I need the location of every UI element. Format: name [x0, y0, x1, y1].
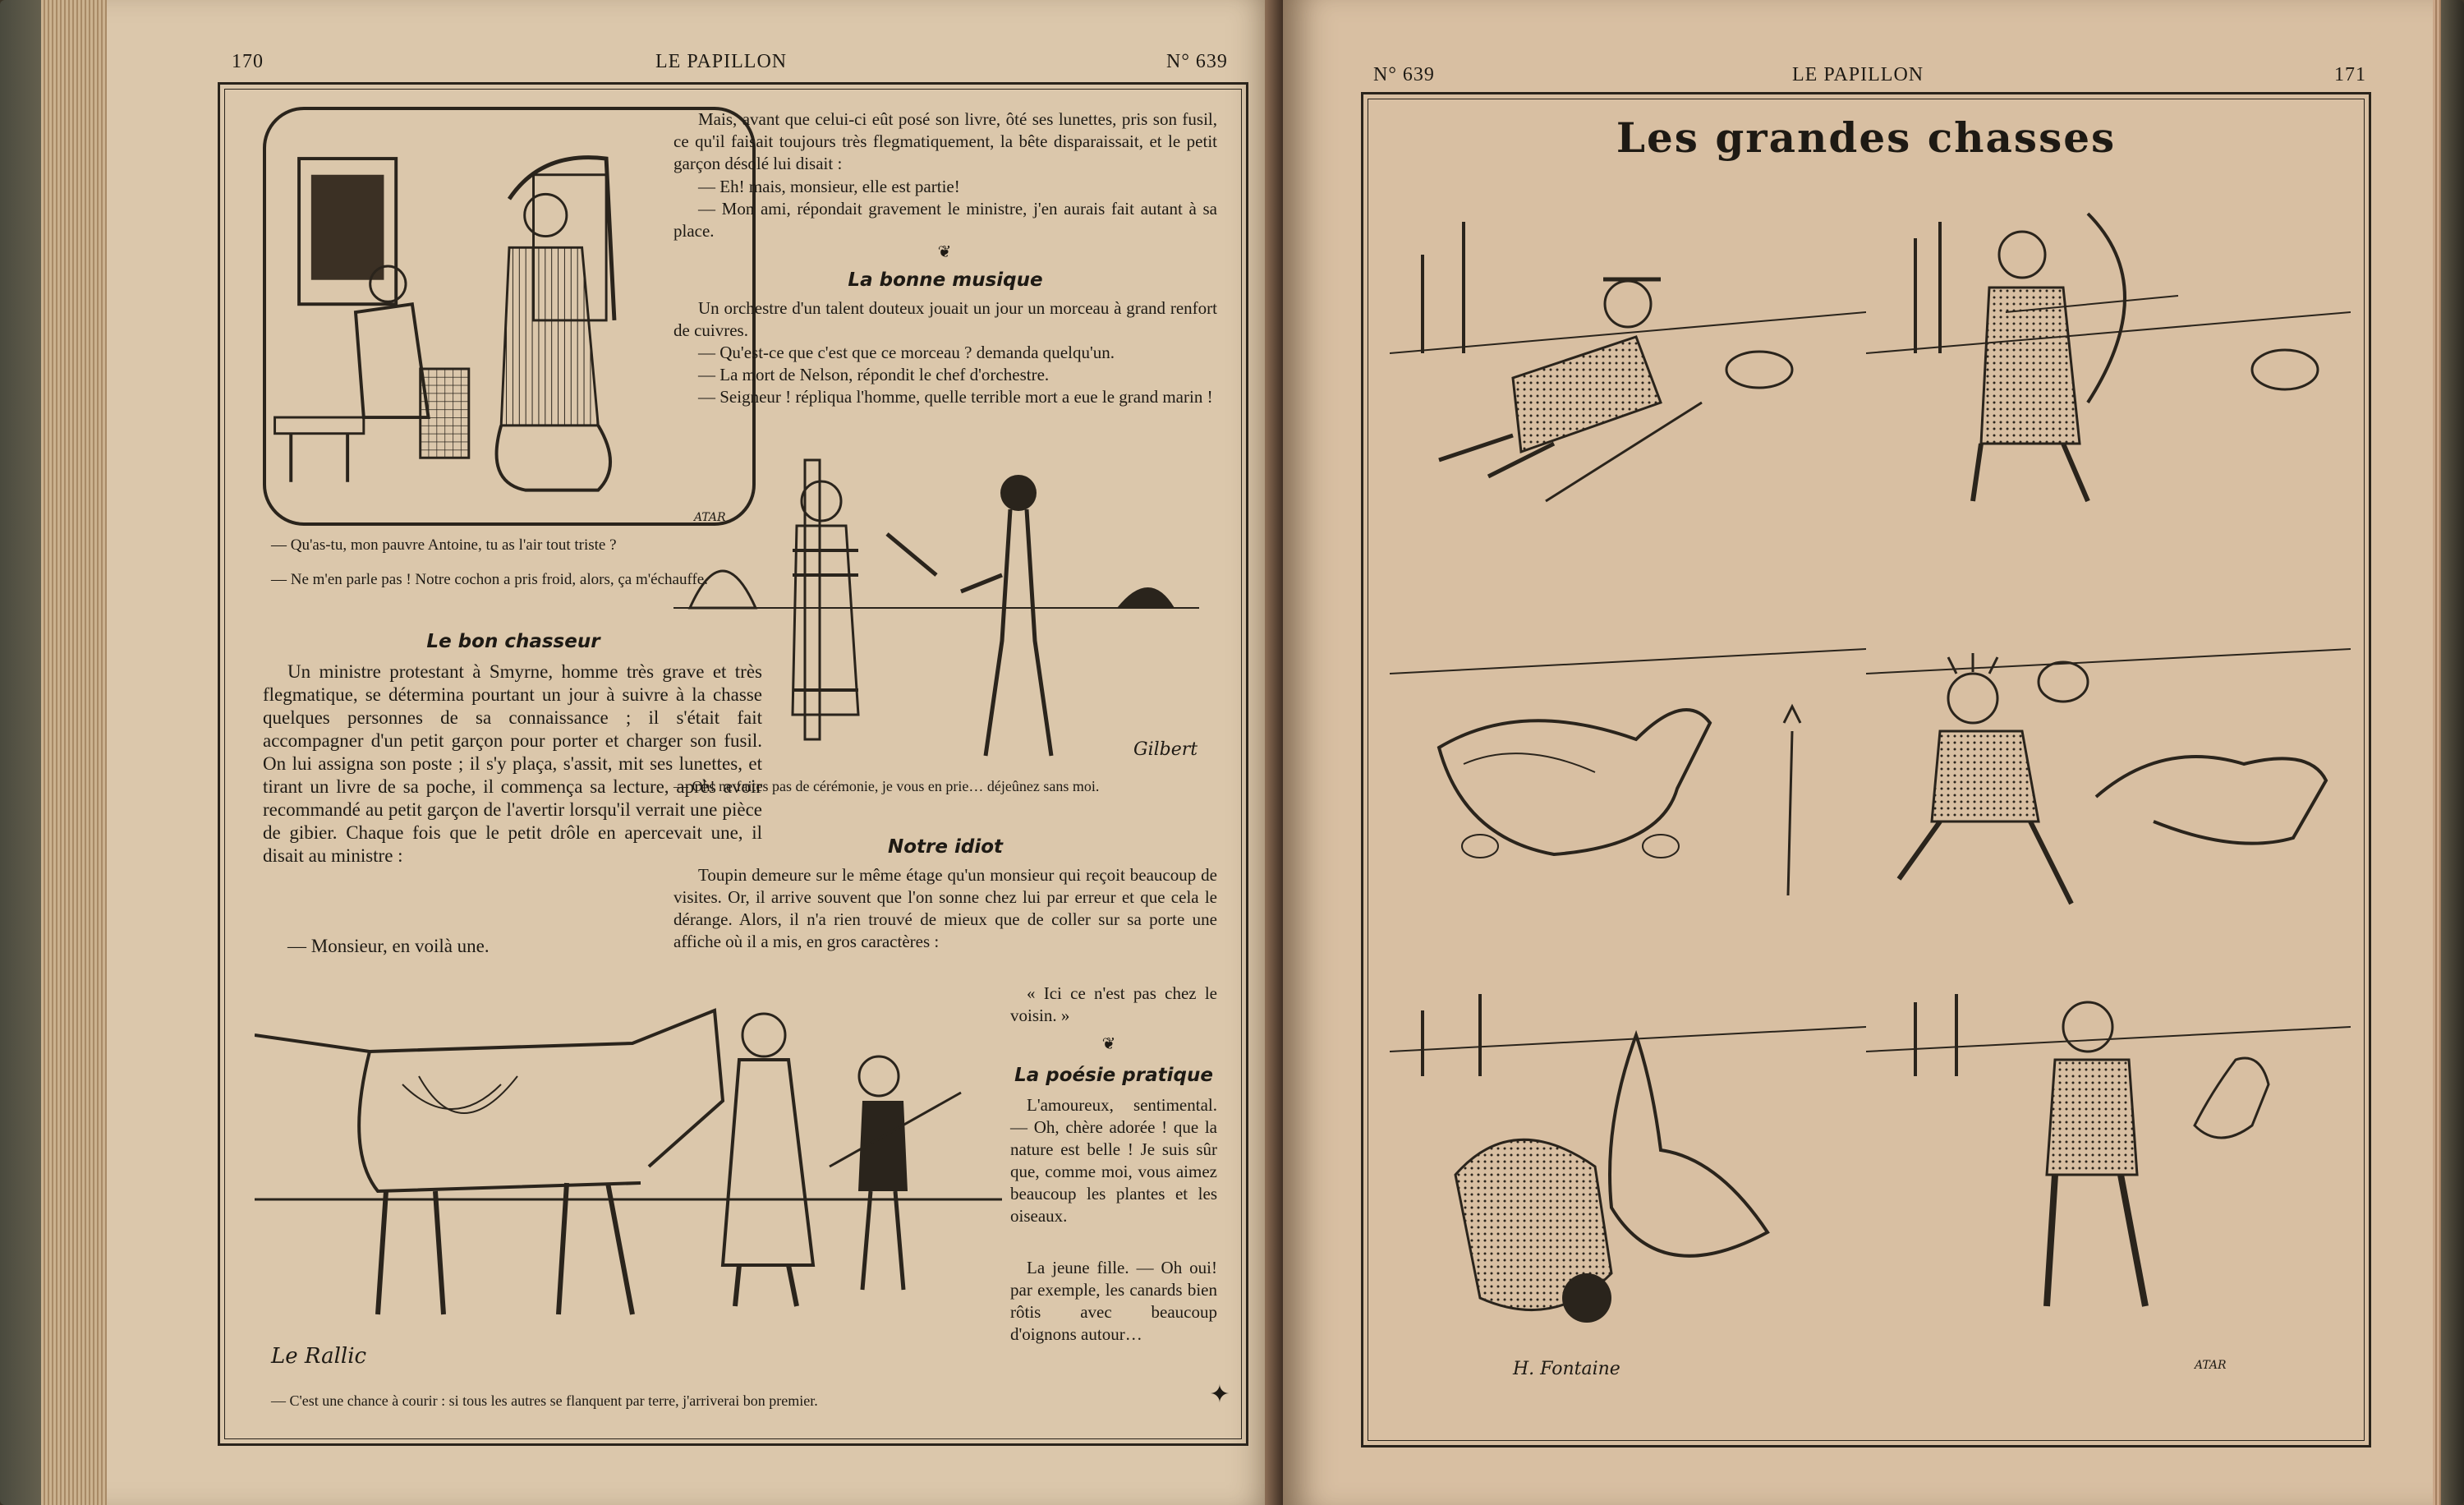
ornament-icon-2: ❦: [1101, 1035, 1116, 1053]
text-bon-chasseur-quote: — Monsieur, en voilà une.: [287, 936, 490, 956]
geese-arrow-illustration: [1390, 575, 1866, 937]
hunter-fleeing-illustration: [1866, 575, 2351, 937]
hunter-crawling-illustration: [1390, 189, 1866, 559]
hunter-down-illustration: [1390, 961, 1866, 1372]
text-musique-line3: — Seigneur ! répliqua l'homme, quelle terrible mort a eue le grand marin !: [698, 387, 1213, 407]
page-number-right: 171: [2334, 64, 2366, 85]
signature-atar: ATAR: [694, 511, 726, 524]
right-page: [1283, 0, 2433, 1505]
comic-panel-6: [1866, 961, 2351, 1372]
left-page: [107, 0, 1281, 1505]
signature-fontaine: H. Fontaine: [1513, 1359, 1620, 1379]
signature-atar-right: ATAR: [2195, 1359, 2227, 1372]
text-notre-idiot: Toupin demeure sur le même étage qu'un monsieur qui reçoit beaucoup de visites. Or, il arrive souvent que l'on sonne chez lui par erreur et que cela le dérange. Alors, il n'a rien trouvé de mieux que de coller sur sa porte une affiche où il a mis, en gros caractères :: [673, 865, 1217, 951]
comic-panel-1: [1390, 189, 1866, 559]
cartoon-horse: [255, 986, 1002, 1364]
ornament-icon: ❦: [937, 243, 952, 261]
text-chasseur-suite: Mais, avant que celui-ci eût posé son livre, ôté ses lunettes, pris son fusil, ce qu'il faisait toujours très flegmatiquement, la bête disparaissait, et le petit garçon désolé lui disait :: [673, 109, 1217, 173]
heading-poesie-pratique: La poésie pratique: [1014, 1065, 1213, 1086]
caption-tied-man: — Oh! ne faites pas de cérémonie, je vous en prie… déjeûnez sans moi.: [673, 778, 1100, 794]
caption-farmers-question: — Qu'as-tu, mon pauvre Antoine, tu as l'air tout triste ?: [271, 536, 617, 554]
text-musique-line2: — La mort de Nelson, répondit le chef d'orchestre.: [698, 365, 1050, 384]
text-bon-chasseur: Un ministre protestant à Smyrne, homme très grave et très flegmatique, se détermina pourtant un jour à suivre à la chasse quelques personnes de sa connaissance ; il s'était fait accompagner d'un petit garçon pour porter et charger son fusil. On lui assigna son poste ; il s'y plaça, s'assit, mit ses lunettes, et tirant un livre de sa poche, il commença sa lecture, après avoir recommandé au petit garçon de l'avertir lorsqu'il verrait une pièce de gibier. Chaque fois que le petit drôle en apercevait une, il disait au ministre :: [263, 661, 762, 866]
caption-horse: — C'est une chance à courir : si tous les autres se flanquent par terre, j'arriverai bon premier.: [271, 1392, 818, 1409]
text-poesie-reply: La jeune fille. — Oh oui! par exemple, les canards bien rôtis avec beaucoup d'oignons autour…: [1010, 1258, 1217, 1344]
signature-gilbert: Gilbert: [1133, 739, 1198, 760]
heading-bon-chasseur: Le bon chasseur: [426, 631, 600, 652]
hunter-torn-clothes-illustration: [1866, 961, 2351, 1372]
tied-man-illustration: [673, 444, 1199, 772]
text-chasseur-line2: — Mon ami, répondait gravement le ministre, j'en aurais fait autant à sa place.: [673, 199, 1217, 241]
text-idiot-quote: « Ici ce n'est pas chez le voisin. »: [1010, 983, 1217, 1025]
signature-le-rallic: Le Rallic: [271, 1344, 367, 1369]
horse-illustration: [255, 986, 1002, 1364]
text-chasseur-line1: — Eh! mais, monsieur, elle est partie!: [698, 177, 960, 196]
text-bonne-musique: Un orchestre d'un talent douteux jouait un jour un morceau à grand renfort de cuivres.: [673, 298, 1217, 340]
hunter-bow-illustration: [1866, 189, 2351, 559]
page-number: 170: [232, 51, 264, 72]
text-poesie: L'amoureux, sentimental. — Oh, chère adorée ! que la nature est belle ! Je suis sûr que, comme moi, vous aimez beaucoup les plantes et les oiseaux.: [1010, 1095, 1217, 1226]
journal-title: LE PAPILLON: [655, 51, 788, 72]
butterfly-icon: ✦: [1209, 1381, 1230, 1408]
journal-title-right: LE PAPILLON: [1792, 64, 1924, 85]
heading-notre-idiot: Notre idiot: [887, 836, 1004, 858]
cartoon-tied-man: [673, 444, 1199, 772]
comic-panel-5: [1390, 961, 1866, 1372]
page-title: Les grandes chasses: [1616, 113, 2117, 162]
issue-number: N° 639: [1166, 51, 1228, 72]
comic-panel-2: [1866, 189, 2351, 559]
comic-panel-4: [1866, 575, 2351, 937]
comic-panel-3: [1390, 575, 1866, 937]
text-musique-line1: — Qu'est-ce que c'est que ce morceau ? demanda quelqu'un.: [698, 343, 1115, 362]
issue-number-right: N° 639: [1373, 64, 1435, 85]
heading-bonne-musique: La bonne musique: [848, 269, 1043, 291]
caption-farmers-answer: — Ne m'en parle pas ! Notre cochon a pris froid, alors, ça m'échauffe.: [271, 571, 708, 588]
